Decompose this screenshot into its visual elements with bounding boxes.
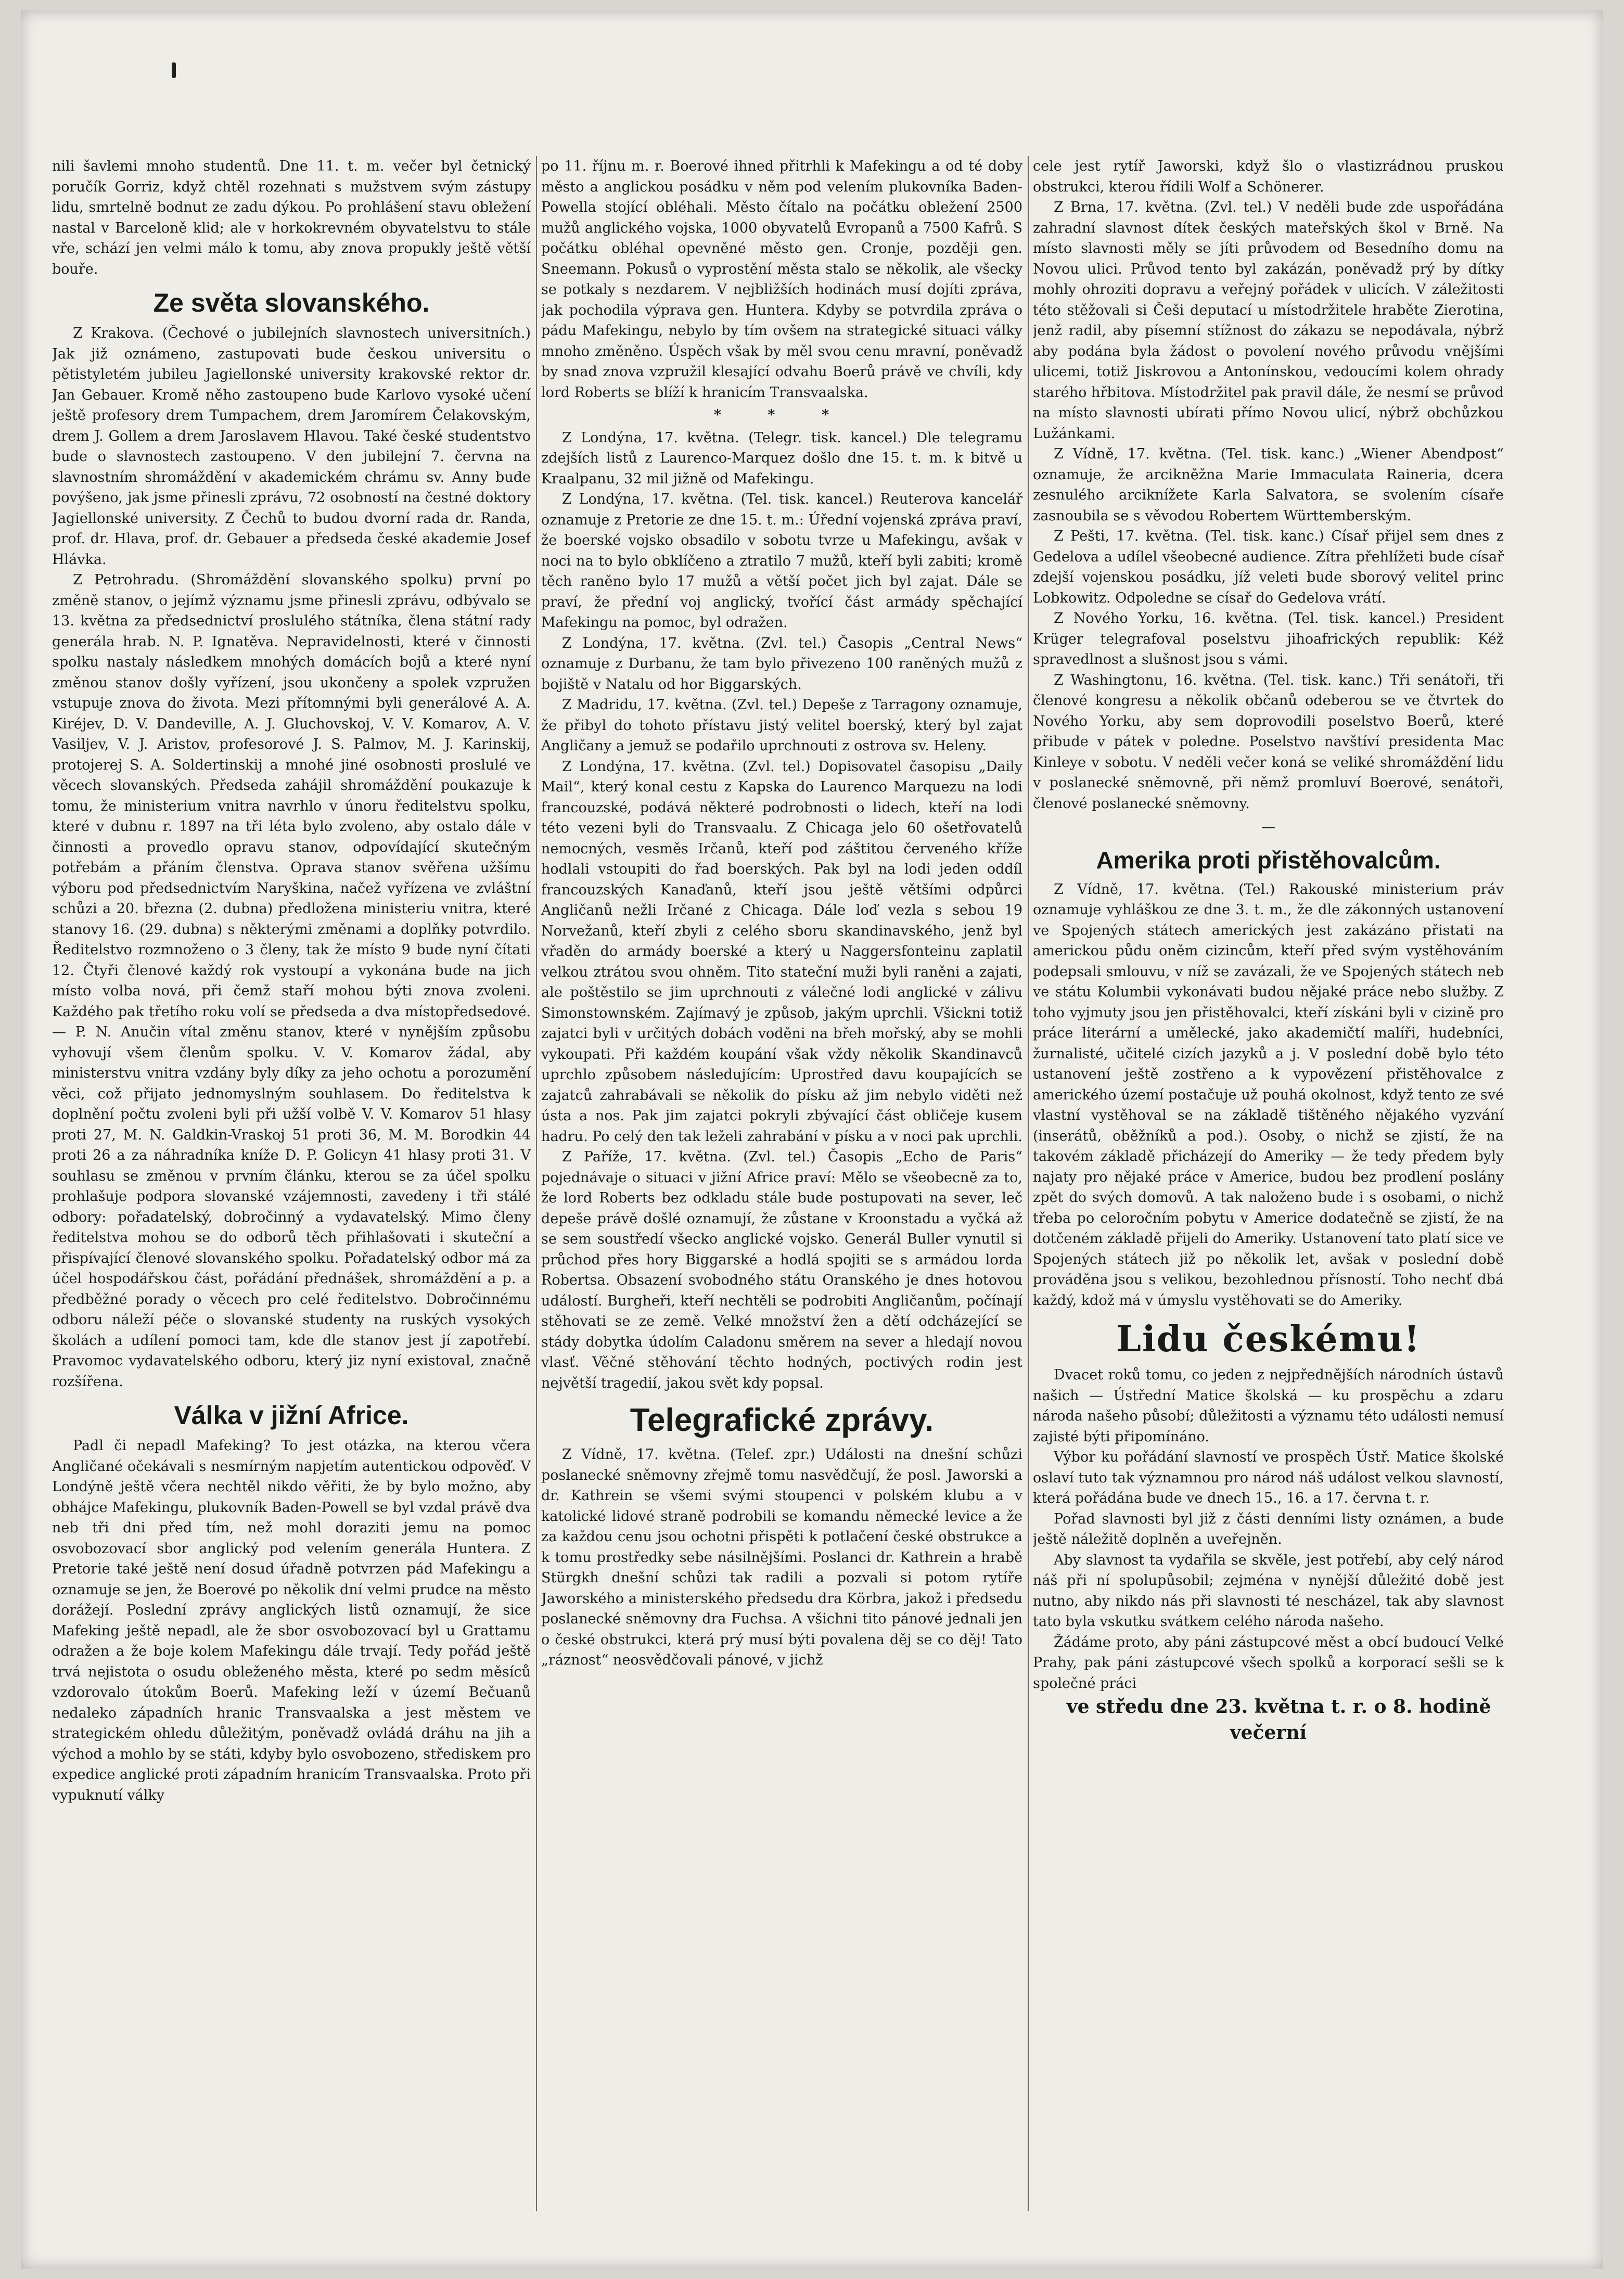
article-barcelona-continued: nili šavlemi mnoho studentů. Dne 11. t. m. večer byl četnický poručík Gorriz, když chtěl rozehnati s mužstvem svým zástupy lidu, smrtelně bodnut ze zadu dýkou. Po prohlášení stavu obležení nastal v Barceloně klid; ale v horkokrevném obyvatelstvu to stále vře, schází jen velmi málo k tomu, aby znova propukly ještě větší bouře. [52, 158, 531, 277]
heading-telegraficke-zpravy: Telegrafické zprávy. [630, 1402, 934, 1438]
heading-valka-v-jizni-africe: Válka v jižní Africe. [174, 1401, 409, 1430]
heading-amerika-proti-pristehovalcum: Amerika proti přistěhovalcům. [1096, 846, 1441, 874]
news-viden-2: Z Vídně, 17. května. (Tel. tisk. kanc.) „Wiener Abendpost“ oznamuje, že arcikněžna Marie Immaculata Raineria, dcera zesnulého arciknížete Karla Salvatora, se svolením císaře zasnoubila se s věvodou Robertem Württembersk‎ým. [1033, 446, 1504, 524]
heading-ze-sveta-slovanskeho: Ze světa slovanského. [153, 288, 430, 317]
column-rule [536, 156, 537, 2211]
news-pariz: Z Paříže, 17. května. (Zvl. tel.) Časopis „Echo de Paris“ pojednávaje o situaci v jižní Africe praví: Mělo se všeobecně za to, že lord Roberts bez odkladu stále bude postupovati na sever, leč depeše právě došlé oznamují, že zůstane v Kroonstadu a vyčká až se sem soustředí všecko anglické vojsko. Generál Buller vynutil si průchod přes hory Biggarské a hodlá spojiti se s armádou lorda Robertsa. Obsazení svobodného státu Oranského je dnes hotovou událostí. Burgheři, kteří nechtěli se podrobiti Angličanům, počínají stěhovati se ze země. Velké množství žen a dětí odcházející se stády dobytka údolím Caladonu směrem na sever a hledají novou vlasť. Věčné stěhování těchto hodných, poctivých rodin jest největší tragedií, jakou svět kdy popsal. [541, 1149, 1022, 1391]
news-madrid: Z Madridu, 17. května. (Zvl. tel.) Depeše z Tarragony oznamuje, že přibyl do tohoto přístavu jistý velitel boerský, který byl zajat Angličany a jemuž se podařilo uprchnouti z ostrova sv. Heleny. [541, 697, 1022, 754]
appeal-paragraph-1: Dvacet roků tomu, co jeden z nejpřednějších národních ústavů našich — Ústřední Matice školská — ku prospěchu a zdaru národa našeho působí; důležitosti a významu této události nemusí zajisté býti připomínáno. [1033, 1367, 1504, 1445]
section-separator: * * * [713, 407, 850, 423]
appeal-paragraph-5: Žádáme proto, aby páni zástupcové měst a obcí budoucí Velké Prahy, pak páni zástupcové všech spolků a korporací sešli se k společné práci [1033, 1634, 1504, 1692]
appeal-meeting-time: ve středu dne 23. května t. r. o 8. hodině večerní [1066, 1696, 1491, 1744]
news-pest: Z Pešti, 17. května. (Tel. tisk. kanc.) Císař přijel sem dnes z Gedelova a udílel všeobecné audience. Zítra přehlížeti bude císař zdejší vojenskou posádku, jíž veleti bude sborový velitel princ Lobkowitz. Odpoledne se císař do Gedelova vrátí. [1033, 528, 1504, 606]
news-london-3: Z Londýna, 17. května. (Zvl. tel.) Časopis „Central News“ oznamuje z Durbanu, že tam bylo přivezeno 100 raněných mužů z bojiště v Natalu od hor Biggarských. [541, 635, 1022, 693]
news-london-4: Z Londýna, 17. května. (Zvl. tel.) Dopisovatel časopisu „Daily Mail“, který konal cestu z Kapska do Laurenco Marquezu na lodi francouzské, podává některé podrobnosti o lidech, kteří na lodi této vezeni byli do Transvaalu. Z Chicaga jelo 60 ošetřovatelů nemocných, vesměs Irčanů, kteří pod záštitou červeného kříže hodlali vstoupiti do řad boerských. Pak byl na lodi jeden oddíl francouzských Kanaďanů, kteří jsou ještě většími odpůrci Angličanů nežli Irčané z Chicaga. Dále loď vezla s sebou 19 Norvežanů, kteří zbyli z celého sboru skandinavského, jenž byl vřaděn do armády boerské a který u Naggersfonteinu zaplatil velkou ztrátou svou ohněm. Tito stateční muži byli raněni a zajati, ale poštěstilo se jim uprchnouti z válečné lodi anglické v zálivu Simonstownském. Zajímavý je způsob, jakým uprchli. Všickni totiž zajatci byli v určitých dobách voděni na břeh mořský, aby se mohli vykoupati. Při každém koupání však vždy několik Skandinavců uprchlo způsobem následujícím: Uprostřed davu koupajících se zajatců zahrabávali se několik do písku až jim nebylo viděti než ústa a nos. Pak jim zajatci pokryli zbývající část obličeje kusem hadru. Po celý den tak leželi zahrabání v písku a v noci pak uprchli. [541, 758, 1022, 1145]
article-amerika: Z Vídně, 17. května. (Tel.) Rakouské ministerium práv oznamuje vyhláškou ze dne 3. t. m., že dle zákonných ustanovení ve Spojených státech amerických jest zakázáno přistati na americkou půdu oněm cizincům, kteří před svým vystěhováním podepsali smlouvu, v níž se zavázali, že ve Spojených státech neb ve státu Kolumbii vykonávati budou nějaké práce nebo služby. Z toho vyjmuty jsou jen přistěhovalci, kteří získáni byli v cizině pro práce literární a umělecké, jako akademičtí malíři, hudebníci, žurnalisté, učitelé cizích jazyků a j. V poslední době bylo této ustanovení ještě zostřeno a k vypovězení přistěhovalce z amerického území postačuje už pouhá okolnost, když tento ze své vlastní vystěhoval se na základě tištěného nějakého vyzvání (inserátů, oběžníků a pod.). Osoby, o nichž se zjistí, že na takovém základě přicházejí do Ameriky — že tedy předem byly najaty pro nějaké práce v Americe, budou bez prodlení poslány zpět do svých domovů. A tak naloženo bude i s osobami, o nichž třeba po celoročním pobytu v Americe dodatečně se zjistí, že na dotčeném základě přijeli do Ameriky. Ustanovení tato platí sice ve Spojených státech již po několik let, avšak v poslední době prováděna jsou s velikou, bezohlednou přísností. Toho nechť dbá každý, kdož má v úmyslu vystěhovati se do Ameriky. [1033, 881, 1504, 1309]
heading-lidu-ceskemu: Lidu českému! [1116, 1318, 1421, 1360]
section-dash: — [1261, 819, 1275, 835]
news-london-1: Z Londýna, 17. května. (Telegr. tisk. kancel.) Dle telegramu zdejších listů z Laurenco-Marquez došlo dne 15. t. m. k bitvě u Kraalpanu, 32 mil jižně od Mafekingu. [541, 429, 1022, 487]
article-mafeking: Padl či nepadl Mafeking? To jest otázka, na kterou včera Angličané očekávali s nesmírným napjetím autentickou odpověď. V Londýně ještě včera nechtěl nikdo věřiti, že by bylo možno, aby obhájce Mafekingu, plukovník Baden-Powell se byl vzdal právě dva neb tři dni před tím, než mohl doraziti jemu na pomoc osvobozovací sbor anglický pod velením generála Huntera. Z Pretorie také ještě není dosud úřadně potvrzen pád Mafekingu a oznamuje se jen, že Boerové po několik dní velmi prudce na město dorážejí. Poslední zprávy anglických listů oznamují, že sice Mafeking ještě nepadl, ale že sbor osvobozovací byl u Grattamu odražen a že boje kolem Mafekingu dále trvají. Tedy pořád ještě trvá nejistota o osudu obleženého města, které po sedm měsíců vzdorovalo útokům Boerů. Mafeking leží v území Bečuanů nedaleko západních hranic Transvaalska a jest městem ve strategickém ohledu důležitým, poněvadž ovládá dráhu na jih a východ a mohlo by se státi, kdyby bylo osvobozeno, střediskem pro expedice anglické proti západním hranicím Transvaalska. Proto při vypuknutí války [52, 1438, 531, 1803]
column-1 [52, 156, 531, 2217]
news-washington: Z Washingtonu, 16. května. (Tel. tisk. kanc.) Tři senátoři, tři členové kongresu a několik občanů odeberou se ve čtvrtek do Nového Yorku, aby sem doprovodili poselstvo Boerů, které přibude v pátek v poledne. Poselstvo navštíví presidenta Mac Kinleye v sobotu. V neděli večer koná se veliké shromáždění lidu v poslanecké sněmovně, při němž promluví Boerové, senátoři, členové poslanecké sněmovny. [1033, 672, 1504, 812]
column-3 [1033, 156, 1504, 2217]
news-london-2: Z Londýna, 17. května. (Tel. tisk. kancel.) Reuterova kancelář oznamuje z Pretorie ze dne 15. t. m.: Úřední vojenská zpráva praví, že boerské vojsko obsadilo v sobotu tvrze u Mafekingu, avšak v noci na to bylo obklíčeno a ztratilo 7 mužů, kteří byli zabiti; kromě těch raněno bylo 17 mužů a větší počet jich byl zajat. Dále se praví, že přední voj anglický, tvořící část armády spěchající Mafekingu na pomoc, byl odražen. [541, 491, 1022, 631]
article-mafeking-continued: po 11. říjnu m. r. Boerové ihned přitrhli k Mafekingu a od té doby město a anglickou posádku v něm pod velením plukovníka Baden-Powella stojící obléhali. Město čítalo na počátku obležení 2500 mužů anglického vojska, 1000 obyvatelů Evropanů a 7500 Kafrů. S počátku obléhal opevněné město gen. Cronje, později gen. Sneemann. Pokusů o vyprostění města stalo se několik, ale všecky se potkaly s nezdarem. V nejbližších hodinách musí dojíti zpráva, jak pochodila výprava gen. Huntera. Kdyby se potvrdila zpráva o pádu Mafekingu, nebylo by tím ovšem na strategické situaci války mnoho změněno. Úspěch však by měl svou cenu mravní, poněvadž by snad znova vzpružil klesající odvahu Boerů právě ve chvíli, kdy lord Roberts se blíží k hranicím Transvaalska. [541, 158, 1022, 401]
ink-mark [172, 62, 176, 78]
news-new-york: Z Nového Yorku, 16. května. (Tel. tisk. kancel.) President Krüger telegrafoval poselstvu jihoafrických republik: Kéž spravedlnost a slušnost jsou s vámi. [1033, 610, 1504, 668]
appeal-paragraph-4: Aby slavnost ta vydařila se skvěle, jest potřebí, aby celý národ náš při ní spolupůsobil; zejména v nynější důležité době jest nutno, aby nikdo nás při slavnosti té nescházel, tak aby slavnost tato byla vskutku svátkem celého národa našeho. [1033, 1552, 1504, 1630]
article-petrohrad: Z Petrohradu. (Shromáždění slovanského spolku) první po změně stanov, o jejímž významu jsme přinesli zprávu, odbývalo se 13. května za předsednictví proslulého státníka, člena státní rady generála hrab. N. P. Ignatěva. Nepravidelnosti, které v činnosti spolku nastaly následkem mnohých domácích bojů a které nyní změnou stanov došly vyřízení, jsou ukončeny a spolek vzpružen vstupuje znova do života. Mezi přítomnými byli generálové A. A. Kiréjev, D. V. Dandeville, A. J. Gluchovskoj, V. V. Komarov, A. V. Vasiljev, V. J. Aristov, profesorové J. S. Palmov, M. J. Karinskij, protojerej S. A. Soldertinskij a mnohé jiné osobnosti proslulé ve věcech slovanských. Předseda zahájil shromáždění poukazuje k tomu, že ministerium vnitra navrhlo v únoru ředitelstvu spolku, které v dubnu r. 1897 na tři léta bylo zvoleno, aby ostalo dále v činnosti a provedlo opravu stanov, odpovídající skutečným potřebám a přáním členstva. Oprava stanov svěřena užšímu výboru pod předsednictvím Naryškina, načež vyřízena ve zvláštní schůzi a 20. března (2. dubna) předložena ministeriu vnitra, které stanovy 16. (29. dubna) s některými změnami a doplňky potvrdilo. Ředitelstvo rozmnoženo o 3 členy, tak že místo 9 bude nyní čítati 12. Čtyři členové každý rok vystoupí a vykonána bude na jich místo volba nová, při čemž staří mohou býti znova zvoleni. Každého pak třetího roku volí se předseda a dva místopředsedové. — P. N. Anučin vítal změnu stanov, které v nynějším způsobu vyhovují všem členům spolku. V. V. Komarov žádal, aby ministerstvu vnitra vzdány byly díky za jeho ochotu a porozumění věci, což přijato jednomyslným souhlasem. Do ředitelstva k doplnění počtu zvoleni byli při užší volbě V. V. Komarov 51 hlasy proti 27, M. N. Galdkin-Vraskoj 51 proti 36, M. M. Borodkin 44 proti 26 a za náhradníka kníže D. P. Golicyn 41 hlasy proti 31. V souhlasu se změnou v prvním článku, kterou se za účel spolku prohlašuje podpora slovanské vzájemnosti, zavedeny i tři stálé odbory: pořadatelský, dobročinný a vydavatelský. Mimo členy ředitelstva mohou se do odborů těch přihlašovati i skuteční a přispívající členové slovanského spolku. Pořadatelský odbor má za účel hospodářskou část, pořádání přednášek, shromáždění a p. a předběžné porady o věcech pro celé ředitelstvo. Dobročinnému odboru náleží péče o slovanské studenty na ruských vysokých školách a udílení pomoci tam, kde dle stanov jest jí zapotřebí. Pravomoc vydavatelského odboru, který jiz nyní existoval, značně rozšířena. [52, 572, 531, 1390]
news-viden-continued: cele jest rytíř Jaworski, když šlo o vlastizrádnou pruskou obstrukci, kterou řídili Wolf a Schönerer. [1033, 158, 1504, 195]
news-viden: Z Vídně, 17. května. (Telef. zpr.) Události na dnešní schůzi poslanecké sněmovny zřejmě tomu nasvědčují, že posl. Jaworski a dr. Kathrein se všemi svými stoupenci v polském klubu a v katolické lidové straně podrobili se komandu německé levice a že za každou cenu jsou ochotni přispěti k potlačení české obstrukce a k tomu prostředky sebe násilnějšími. Poslanci dr. Kathrein a hrabě Stürgkh dnešní schůzi tak radili a pozvali si potom rytíře Jaworského a ministerského předsedu dra Körbra, jakož i předsedu poslanecké sněmovny dra Fuchsa. A všichni tito pánové jednali jen o české obstrukci, která prý musí býti povalena děj se co děj! Tato „ráznost“ neosvědčovali pánové, v jichž [541, 1446, 1022, 1668]
appeal-paragraph-3: Pořad slavnosti byl již z části denními listy oznámen, a bude ještě náležitě doplněn a uveřejněn. [1033, 1510, 1504, 1547]
news-brno: Z Brna, 17. května. (Zvl. tel.) V neděli bude zde uspořádána zahradní slavnost dítek českých mateřských škol v Brně. Na místo slavnosti měly se jíti průvodem od Besedního domu na Novou ulici. Průvod tento byl zakázán, poněvadž prý by dítky mohly ohroziti dopravu a veřejný pořádek v ulicích. V záležitosti této stěžovali si Češi deputací u místodržitele hraběte Zierotina, jenž radil, aby písemní stížnost do zákazu se nepodávala, nýbrž aby podána byla žádost o povolení nového průvodu vnějšími ulicemi, totiž Jiskrovou a Antonínskou, vedoucími kolem ohrady starého hřbitova. Místodržitel pak pravil dále, že nesmí se průvod na místo slavnosti ubírati přímo Novou ulicí, nýbrž obchůzkou Lužánkami. [1033, 199, 1504, 442]
appeal-paragraph-2: Výbor ku pořádání slavností ve prospěch Ústř. Matice školské oslaví tuto tak významnou pro národ náš událost velkou slavností, která pořádána bude ve dnech 15., 16. a 17. června t. r. [1033, 1449, 1504, 1506]
column-2 [541, 156, 1022, 2217]
newspaper-page [21, 10, 1603, 2269]
article-krakov: Z Krakova. (Čechové o jubilejních slavnostech universitních.) Jak již oznámeno, zastupovati bude českou universitu o pětistyletém jubileu Jagiellonské university krakovské rektor dr. Jan Gebauer. Kromě něho zastoupeno bude Karlovo vysoké učení ještě profesory drem Tumpachem, drem Jaromírem Čelakovským, drem J. Gollem a drem Jaroslavem Hlavou. Také české studentstvo bude o slavnostech zastoupeno. V den jubilejní 7. června na slavnostním shromáždění v akademickém chrámu sv. Anny bude povýšeno, jak jsme přinesli zprávu, 72 osobností na čestné doktory Jagiellonské university. Z Čechů to budou dvorní rada dr. Randa, prof. dr. Hlava, prof. dr. Gebauer a předseda české akademie Josef Hlávka. [52, 325, 531, 568]
column-rule [1028, 156, 1029, 2211]
